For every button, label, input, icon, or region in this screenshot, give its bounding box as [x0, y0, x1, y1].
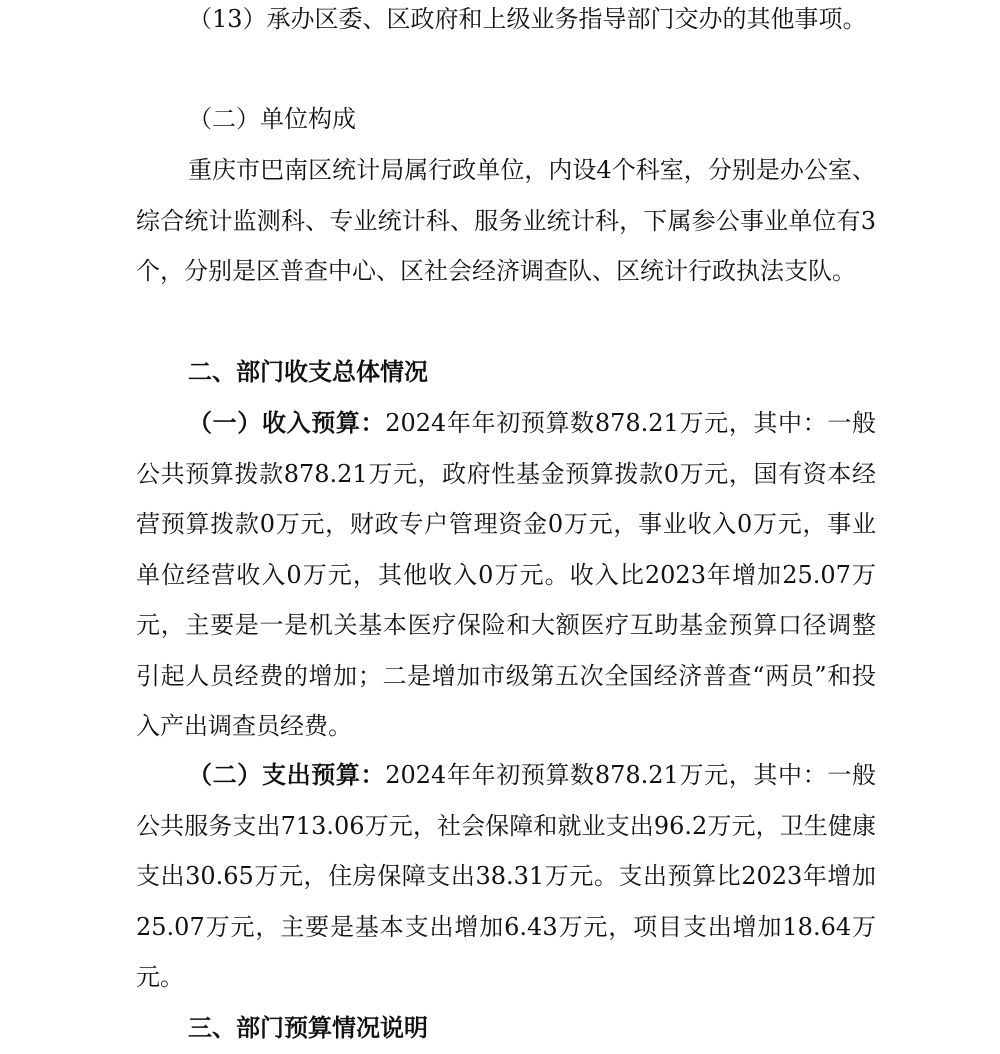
unit-description-paragraph: 重庆市巴南区统计局属行政单位，内设4个科室，分别是办公室、综合统计监测科、专业统计科、服务业统计科，下属参公事业单位有3个，分别是区普查中心、区社会经济调查队、区统计行政执法支队。	[136, 156, 876, 285]
income-budget-body: 2024年年初预算数878.21万元，其中：一般公共预算拨款878.21万元，政府性基金预算拨款0万元，国有资本经营预算拨款0万元，财政专户管理资金0万元，事业收入0万元，事业单位经营收入0万元，其他收入0万元。收入比2023年增加25.07万元，主要是一是机关基本医疗保险和大额医疗互助基金预算口径调整引起人员经费的增加；二是增加市级第五次全国经济普查“两员”和投入产出调查员经费。	[136, 409, 876, 740]
income-budget-lead: （一）收入预算：	[188, 409, 386, 437]
expense-budget-lead: （二）支出预算：	[188, 761, 386, 789]
item-13-paragraph: （13）承办区委、区政府和上级业务指导部门交办的其他事项。	[188, 5, 867, 33]
section-2-heading: 二、部门收支总体情况	[188, 358, 428, 386]
section-3-heading: 三、部门预算情况说明	[188, 1014, 428, 1042]
expense-budget-body: 2024年年初预算数878.21万元，其中：一般公共服务支出713.06万元，社会保障和就业支出96.2万元，卫生健康支出30.65万元，住房保障支出38.31万元。支出预算比2023年增加25.07万元，主要是基本支出增加6.43万元，项目支出增加18.64万元。	[136, 761, 876, 991]
expense-budget-paragraph	[136, 750, 876, 1003]
unit-composition-heading: （二）单位构成	[188, 105, 356, 133]
income-budget-paragraph	[136, 398, 876, 752]
